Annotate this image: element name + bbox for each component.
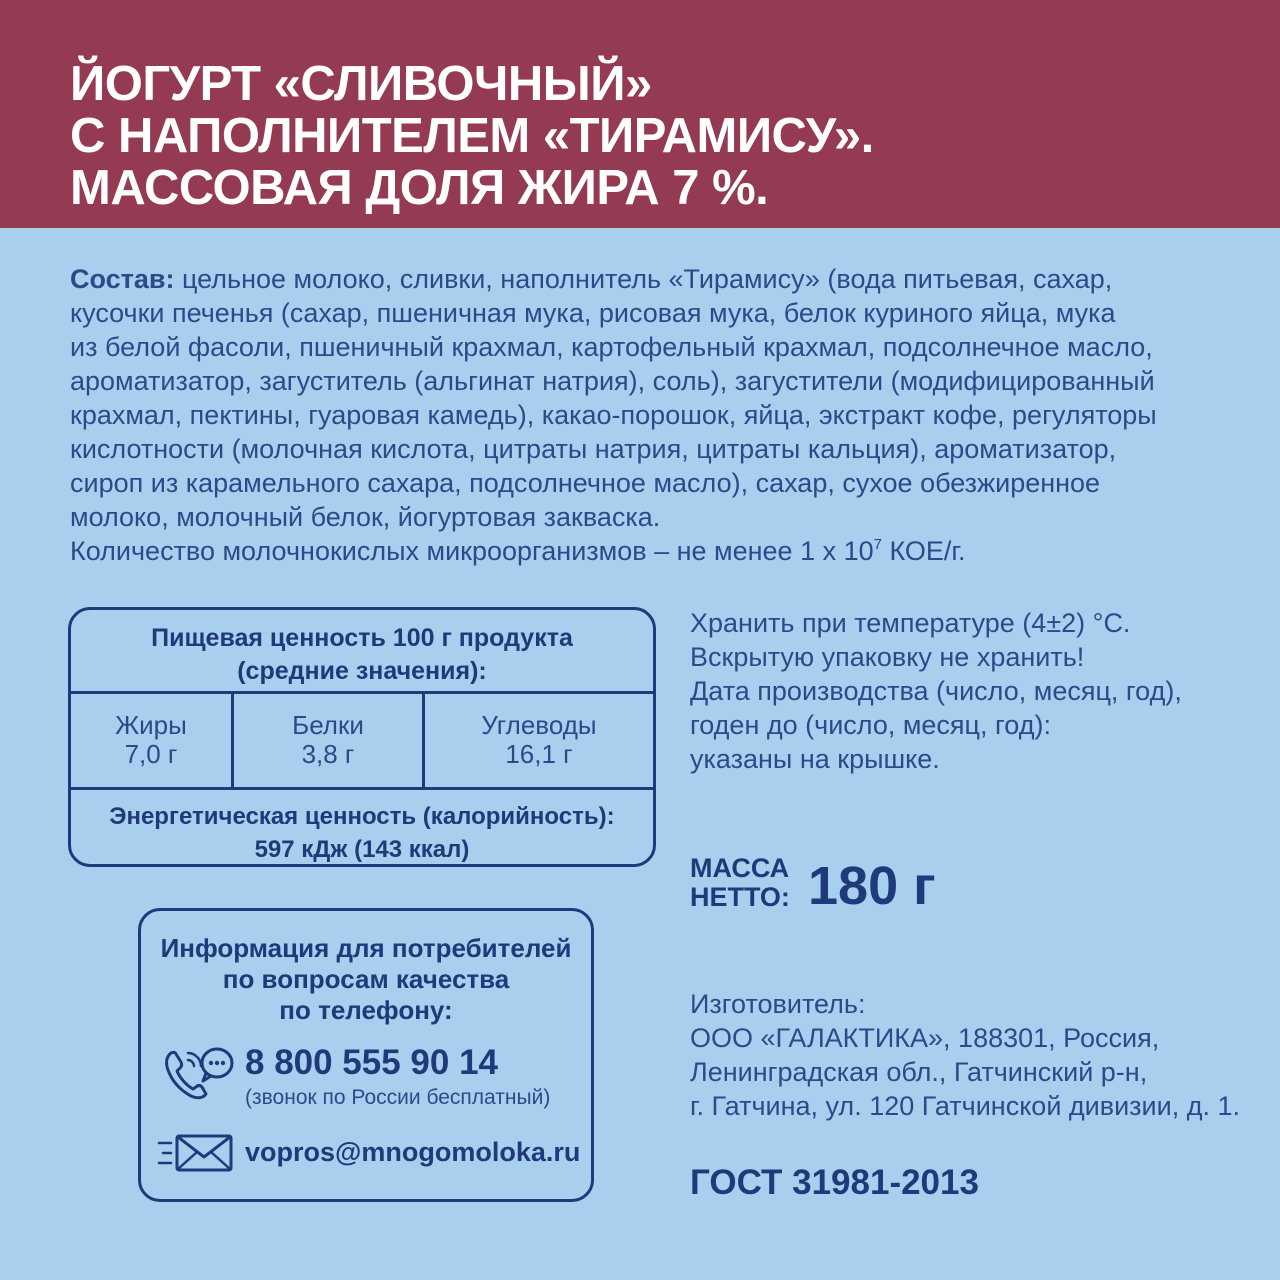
microorganisms-exponent: 7	[873, 536, 882, 553]
nutrition-heading-line: (средние значения):	[237, 657, 487, 685]
composition-block	[70, 262, 1250, 568]
nutrition-cell-fat	[71, 694, 234, 787]
composition-label: Состав:	[70, 264, 175, 294]
nutrient-value: 16,1 г	[505, 739, 573, 769]
title-banner	[0, 0, 1280, 228]
energy-label: Энергетическая ценность (калорийность):	[109, 803, 615, 830]
consumer-info-heading	[141, 933, 591, 1026]
composition-line	[70, 262, 1250, 296]
title-line: МАССОВАЯ ДОЛЯ ЖИРА 7 %.	[70, 161, 769, 215]
nutrient-label: Углеводы	[481, 710, 597, 740]
nutrition-table	[68, 607, 656, 867]
net-weight-label-line: НЕТТО:	[690, 882, 790, 912]
envelope-icon	[157, 1133, 235, 1173]
manufacturer-line: г. Гатчина, ул. 120 Гатчинской дивизии, д. 1.	[690, 1091, 1240, 1121]
consumer-heading-line: по вопросам качества	[222, 964, 510, 994]
storage-line: Хранить при температуре (4±2) °С.	[690, 608, 1131, 638]
nutrient-label: Белки	[292, 710, 364, 740]
composition-line: молоко, молочный белок, йогуртовая закваска.	[70, 502, 661, 532]
net-weight-value: 180 г	[808, 856, 936, 916]
nutrition-cell-protein	[234, 694, 425, 787]
storage-conditions	[690, 606, 1182, 776]
title-line: С НАПОЛНИТЕЛЕМ «ТИРАМИСУ».	[70, 109, 874, 163]
microorganisms-unit: КОЕ/г.	[881, 536, 966, 566]
nutrient-label: Жиры	[115, 710, 187, 740]
consumer-info-box	[138, 908, 594, 1202]
net-weight-label	[690, 854, 790, 912]
consumer-heading-line: по телефону:	[279, 995, 453, 1025]
phone-number[interactable]: 8 800 555 90 14	[245, 1043, 499, 1082]
title-line: ЙОГУРТ «СЛИВОЧНЫЙ»	[70, 57, 652, 111]
energy-value-block	[71, 790, 653, 866]
composition-line: из белой фасоли, пшеничный крахмал, картофельный крахмал, подсолнечное масло,	[70, 332, 1153, 362]
composition-line: кислотности (молочная кислота, цитраты натрия, цитраты кальция), ароматизатор,	[70, 434, 1117, 464]
microorganisms-line	[70, 534, 1250, 568]
nutrition-heading-line: Пищевая ценность 100 г продукта	[151, 624, 573, 652]
product-title	[70, 58, 874, 214]
standard-code: ГОСТ 31981-2013	[690, 1163, 979, 1202]
email-link[interactable]: vopros@mnogomoloka.ru	[245, 1137, 581, 1167]
nutrition-cell-carbs	[425, 694, 653, 787]
storage-line: годен до (число, месяц, год):	[690, 710, 1051, 740]
consumer-heading-line: Информация для потребителей	[160, 933, 572, 963]
composition-text: цельное молоко, сливки, наполнитель «Тирамису» (вода питьевая, сахар,	[174, 264, 1113, 294]
nutrient-value: 7,0 г	[124, 739, 178, 769]
manufacturer-block	[690, 987, 1240, 1123]
manufacturer-line: Ленинградская обл., Гатчинский р-н,	[690, 1057, 1148, 1087]
storage-line: Вскрытую упаковку не хранить!	[690, 642, 1085, 672]
nutrient-value: 3,8 г	[301, 739, 355, 769]
nutrition-values-row	[71, 694, 653, 790]
energy-value: 597 кДж (143 ккал)	[254, 836, 470, 863]
composition-line: сироп из карамельного сахара, подсолнечное масло), сахар, сухое обезжиренное	[70, 468, 1101, 498]
phone-note: (звонок по России бесплатный)	[245, 1086, 551, 1109]
storage-line: Дата производства (число, месяц, год),	[690, 676, 1182, 706]
storage-line: указаны на крышке.	[690, 744, 940, 774]
manufacturer-line: Изготовитель:	[690, 989, 866, 1019]
composition-line: крахмал, пектины, гуаровая камедь), какао-порошок, яйца, экстракт кофе, регуляторы	[70, 400, 1157, 430]
nutrition-heading	[71, 610, 653, 694]
manufacturer-line: ООО «ГАЛАКТИКА», 188301, Россия,	[690, 1023, 1160, 1053]
phone-chat-icon	[161, 1043, 235, 1103]
net-weight-label-line: МАССА	[690, 853, 790, 883]
composition-line: кусочки печенья (сахар, пшеничная мука, рисовая мука, белок куриного яйца, мука	[70, 298, 1116, 328]
microorganisms-text: Количество молочнокислых микроорганизмов – не менее 1 х 10	[70, 536, 874, 566]
composition-line: ароматизатор, загуститель (альгинат натрия), соль), загустители (модифицированный	[70, 366, 1155, 396]
